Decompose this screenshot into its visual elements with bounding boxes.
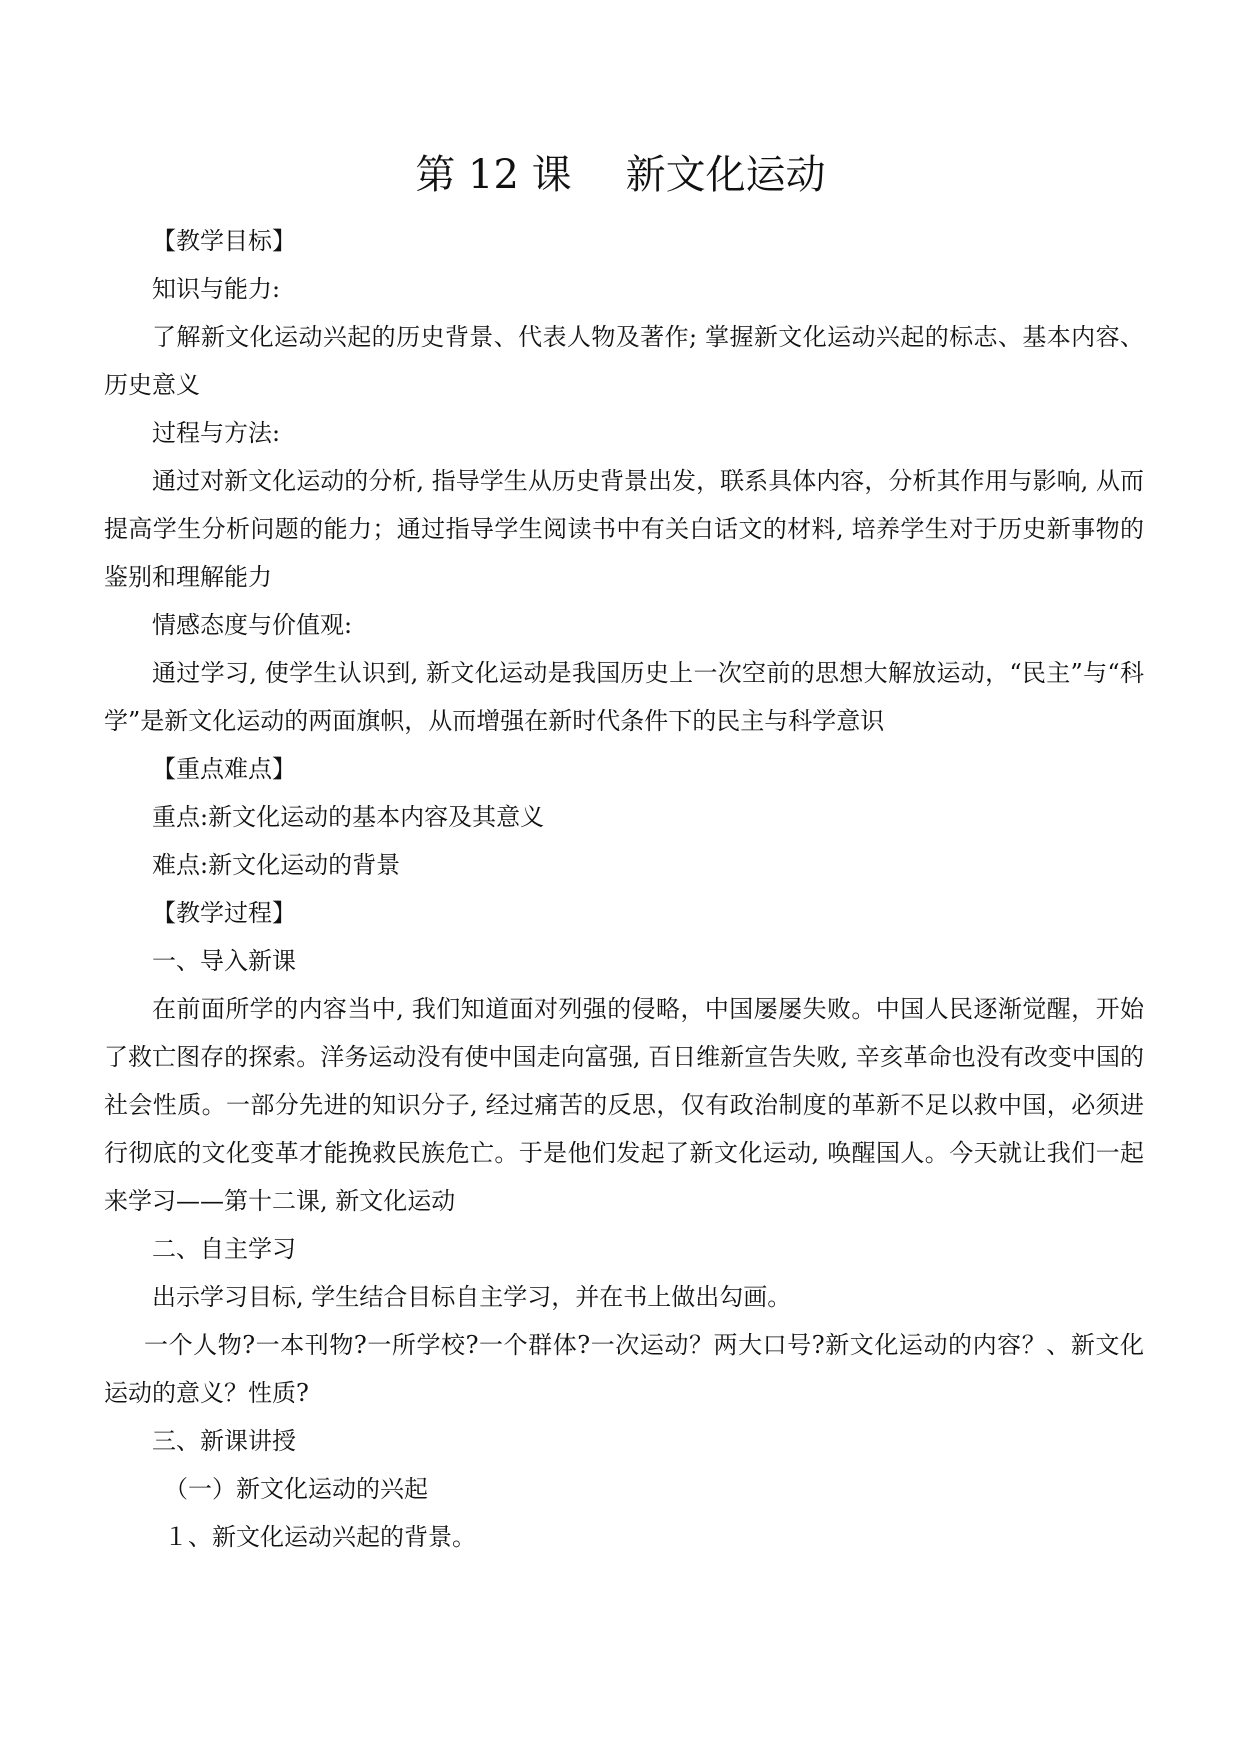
subheading-process: 过程与方法: <box>152 419 281 447</box>
document-body <box>104 217 1144 1561</box>
step-heading-new-lesson: 三、新课讲授 <box>152 1427 296 1455</box>
page-title <box>0 150 1241 200</box>
paragraph-values: 通过学习, 使学生认识到, 新文化运动是我国历史上一次空前的思想大解放运动，“民主”与“科学”是新文化运动的两面旗帜，从而增强在新时代条件下的民主与科学意识 <box>104 659 1144 735</box>
section-heading-keypoints: 【重点难点】 <box>152 755 296 783</box>
section-heading-process: 【教学过程】 <box>152 899 296 927</box>
paragraph-self-study: 出示学习目标, 学生结合目标自主学习，并在书上做出勾画。 <box>152 1283 792 1311</box>
paragraph-process: 通过对新文化运动的分析, 指导学生从历史背景出发，联系具体内容，分析其作用与影响, 从而提高学生分析问题的能力；通过指导学生阅读书中有关白话文的材料, 培养学生对于历史新事物的鉴别和理解能力 <box>104 467 1144 591</box>
paragraph-knowledge: 了解新文化运动兴起的历史背景、代表人物及著作; 掌握新文化运动兴起的标志、基本内容、历史意义 <box>104 323 1144 399</box>
title-lesson-number: 第 12 课 <box>415 152 572 198</box>
subsection-heading-rise: （一）新文化运动的兴起 <box>164 1475 428 1503</box>
step-heading-self-study: 二、自主学习 <box>152 1235 296 1263</box>
paragraph-intro: 在前面所学的内容当中, 我们知道面对列强的侵略，中国屡屡失败。中国人民逐渐觉醒，开始了救亡图存的探索。洋务运动没有使中国走向富强, 百日维新宣告失败, 辛亥革命也没有改变中国的社会性质。一部分先进的知识分子, 经过痛苦的反思，仅有政治制度的革新不足以救中国，必须进行彻底的文化变革才能挽救民族危亡。于是他们发起了新文化运动, 唤醒国人。今天就让我们一起来学习——第十二课, 新文化运动 <box>104 995 1144 1215</box>
step-heading-intro: 一、导入新课 <box>152 947 296 975</box>
section-heading-objectives: 【教学目标】 <box>152 227 296 255</box>
paragraph-difficulty: 难点:新文化运动的背景 <box>152 851 401 879</box>
item-heading-background: １、新文化运动兴起的背景。 <box>164 1523 476 1551</box>
subheading-values: 情感态度与价值观: <box>152 611 353 639</box>
subheading-knowledge: 知识与能力: <box>152 275 281 303</box>
paragraph-keypoint: 重点:新文化运动的基本内容及其意义 <box>152 803 545 831</box>
paragraph-questions: 一个人物?一本刊物?一所学校?一个群体?一次运动？两大口号?新文化运动的内容？、新文化运动的意义？性质? <box>104 1331 1144 1407</box>
title-lesson-name: 新文化运动 <box>625 152 826 198</box>
